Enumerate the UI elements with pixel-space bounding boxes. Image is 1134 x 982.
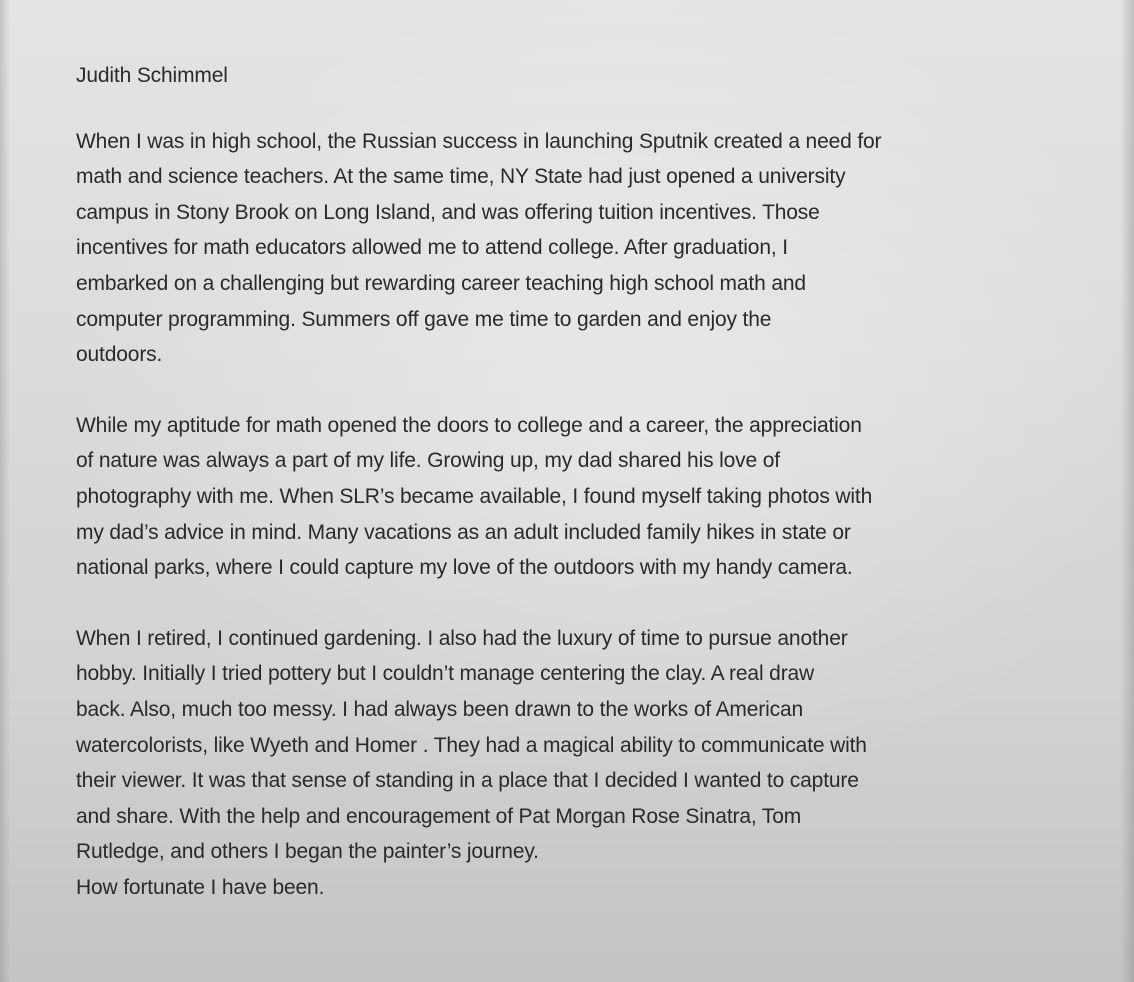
- closing-line: How fortunate I have been.: [76, 875, 325, 899]
- text-line: their viewer. It was that sense of standing in a place that I decided I wanted to capture: [76, 769, 859, 793]
- text-line: When I was in high school, the Russian success in launching Sputnik created a need for: [76, 129, 882, 153]
- text-line: watercolorists, like Wyeth and Homer . They had a magical ability to communicate with: [76, 733, 867, 757]
- text-line: While my aptitude for math opened the doors to college and a career, the appreciation: [76, 413, 862, 437]
- text-line: outdoors.: [76, 343, 163, 367]
- text-line: campus in Stony Brook on Long Island, and was offering tuition incentives. Those: [76, 200, 820, 224]
- author-name: Judith Schimmel: [76, 64, 228, 87]
- text-line: math and science teachers. At the same time, NY State had just opened a university: [76, 165, 846, 189]
- paragraph-nature: [76, 408, 1076, 586]
- text-line: incentives for math educators allowed me to attend college. After graduation, I: [76, 236, 788, 260]
- text-line: and share. With the help and encouragement of Pat Morgan Rose Sinatra, Tom: [76, 804, 802, 828]
- text-line: of nature was always a part of my life. Growing up, my dad shared his love of: [76, 449, 780, 473]
- text-line: Rutledge, and others I began the painter’s journey.: [76, 840, 539, 864]
- page-left-shadow: [0, 0, 10, 982]
- text-line: back. Also, much too messy. I had always been drawn to the works of American: [76, 697, 804, 721]
- text-line: computer programming. Summers off gave me time to garden and enjoy the: [76, 307, 772, 331]
- text-line: my dad’s advice in mind. Many vacations as an adult included family hikes in state or: [76, 520, 851, 544]
- text-line: When I retired, I continued gardening. I also had the luxury of time to pursue another: [76, 626, 848, 650]
- paragraph-career: [76, 124, 1076, 373]
- text-line: national parks, where I could capture my love of the outdoors with my handy camera.: [76, 556, 853, 580]
- text-line: hobby. Initially I tried pottery but I couldn’t manage centering the clay. A real draw: [76, 662, 815, 686]
- statement-text: [76, 58, 1076, 905]
- text-line: photography with me. When SLR’s became available, I found myself taking photos with: [76, 484, 873, 508]
- text-line: embarked on a challenging but rewarding career teaching high school math and: [76, 271, 806, 295]
- paragraph-retirement: [76, 621, 1076, 906]
- page-right-shadow: [1120, 0, 1134, 982]
